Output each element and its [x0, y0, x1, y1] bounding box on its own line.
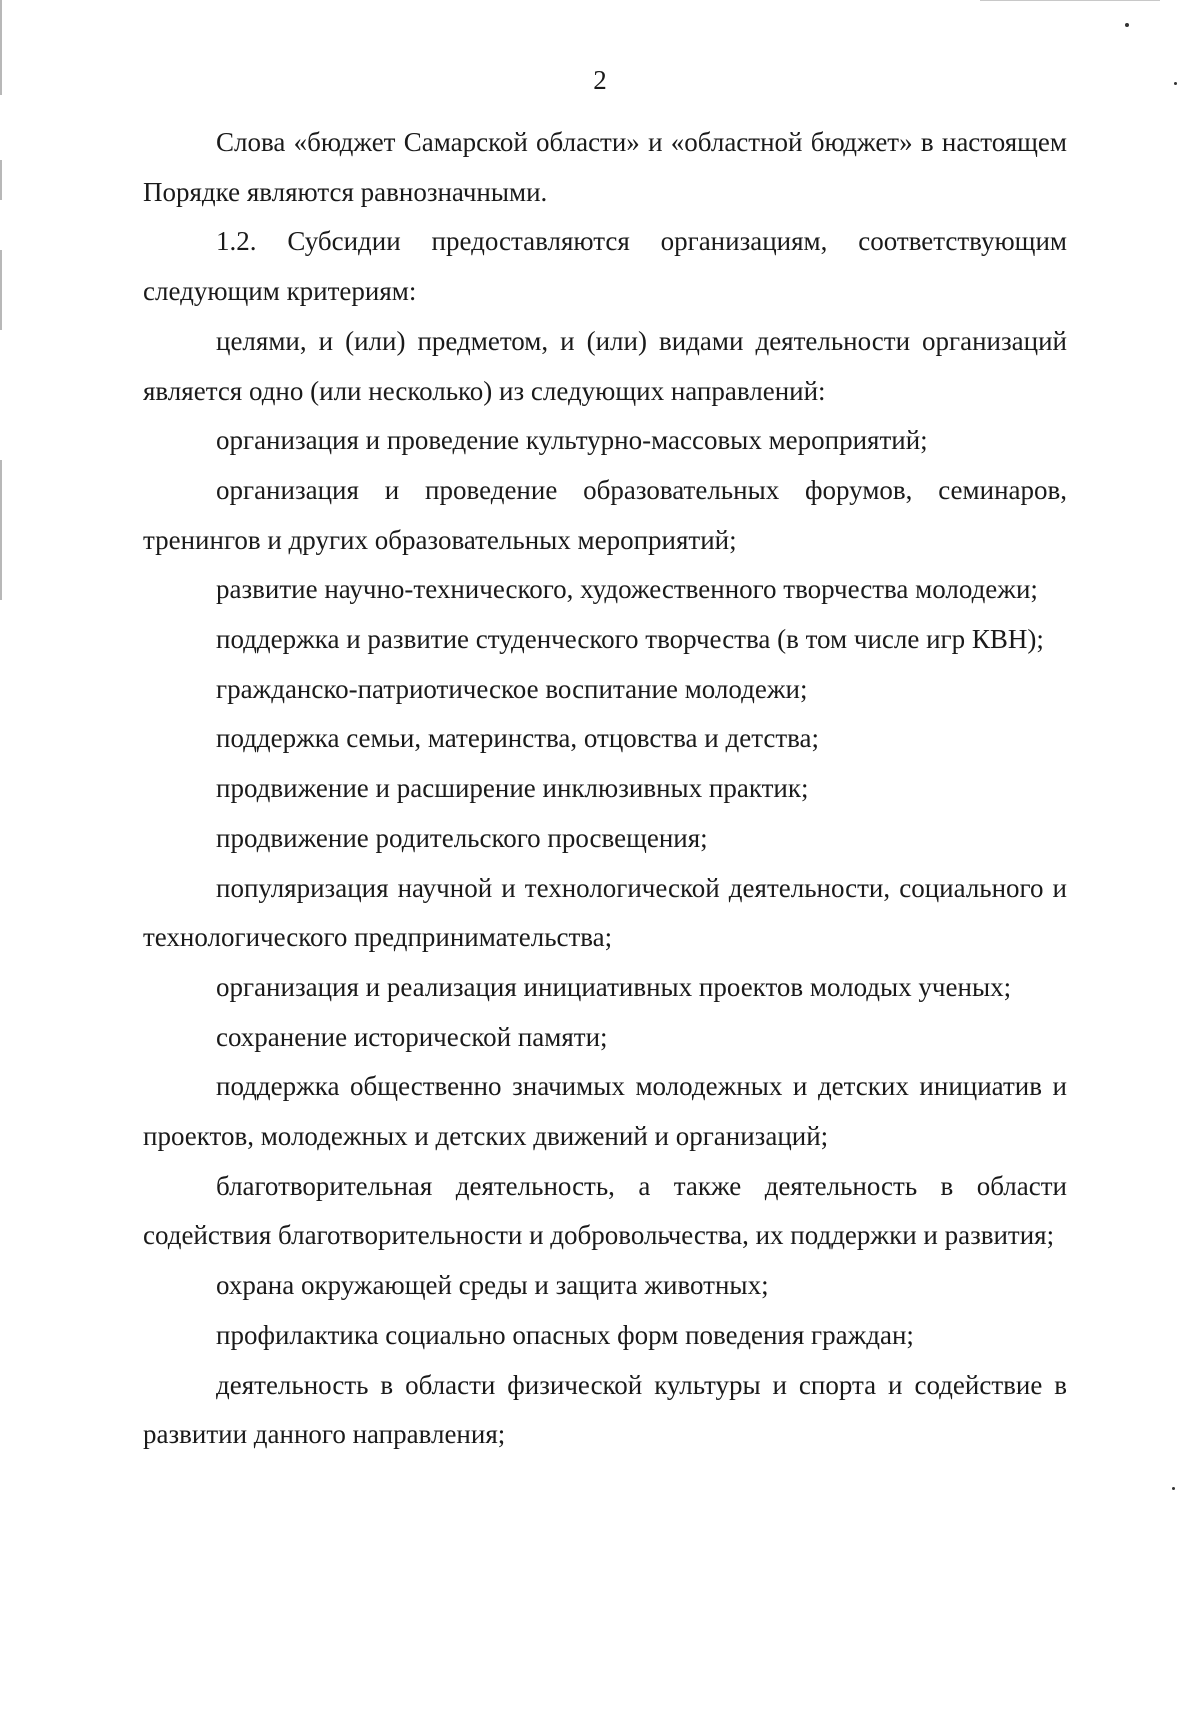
scan-edge-mark [0, 250, 2, 330]
list-item: охрана окружающей среды и защита животных; [216, 1270, 769, 1301]
paragraph: 1.2. Субсидии предоставляются организациям, соответствующим следующим критериям: [143, 226, 1067, 307]
list-item: продвижение родительского просвещения; [216, 822, 708, 853]
list-item: благотворительная деятельность, а также деятельность в области содействия благотворительности и добровольчества, их поддержки и развития; [143, 1170, 1067, 1251]
list-item: организация и проведение образовательных форумов, семинаров, тренингов и других образовательных мероприятий; [143, 474, 1067, 555]
list-item: организация и проведение культурно-массовых мероприятий; [216, 425, 928, 456]
paragraph: целями, и (или) предметом, и (или) видами деятельности организаций является одно (или несколько) из следующих направлений: [143, 325, 1067, 406]
list-item: профилактика социально опасных форм поведения граждан; [216, 1319, 914, 1350]
scan-top-line [980, 0, 1160, 1]
list-item: сохранение исторической памяти; [216, 1021, 608, 1052]
list-item: гражданско-патриотическое воспитание молодежи; [216, 673, 808, 704]
list-item: поддержка общественно значимых молодежных и детских инициатив и проектов, молодежных и детских движений и организаций; [143, 1071, 1067, 1152]
list-item: поддержка и развитие студенческого творчества (в том числе игр КВН); [216, 624, 1044, 655]
list-item: продвижение и расширение инклюзивных практик; [216, 773, 809, 804]
page-number: 2 [593, 65, 607, 95]
scan-edge-mark [0, 460, 2, 600]
document-body [143, 118, 1067, 1460]
scan-speck [1172, 1487, 1175, 1490]
paragraph: Слова «бюджет Самарской области» и «областной бюджет» в настоящем Порядке являются равнозначными. [143, 127, 1067, 207]
list-item: популяризация научной и технологической деятельности, социального и технологического предпринимательства; [143, 872, 1067, 953]
list-item: развитие научно-технического, художественного творчества молодежи; [216, 574, 1038, 605]
scan-edge-mark [0, 160, 2, 200]
list-item: поддержка семьи, материнства, отцовства и детства; [216, 723, 820, 754]
scan-speck [1125, 23, 1129, 27]
list-item: деятельность в области физической культуры и спорта и содействие в развитии данного направления; [143, 1369, 1067, 1450]
list-item: организация и реализация инициативных проектов молодых ученых; [216, 971, 1012, 1002]
